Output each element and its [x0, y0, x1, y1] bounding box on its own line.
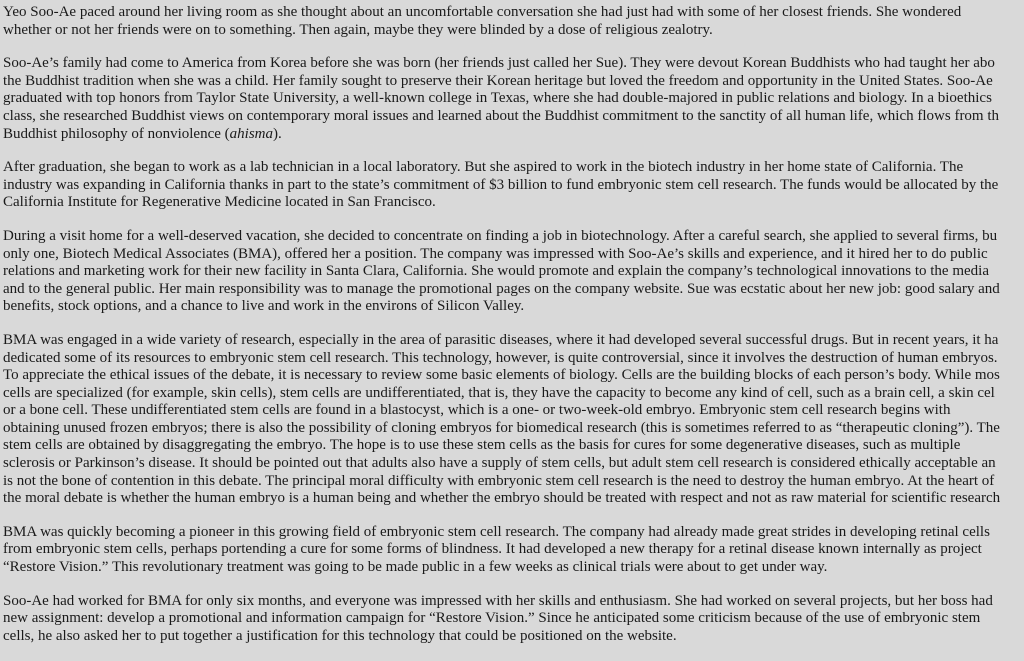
text-run: Buddhist philosophy of nonviolence ( — [3, 125, 230, 142]
text-line: BMA was quickly becoming a pioneer in this growing field of embryonic stem cell research. The company had already made great strides in developing retinal cells — [3, 523, 990, 540]
text-line: “Restore Vision.” This revolutionary treatment was going to be made public in a few weeks as clinical trials were about to get under way. — [3, 559, 828, 576]
paragraph-6 — [3, 524, 1024, 577]
paragraph-5 — [3, 332, 1024, 508]
text-line: After graduation, she began to work as a lab technician in a local laboratory. But she aspired to work in the biotech industry in her home state of California. The — [3, 159, 964, 176]
text-line: graduated with top honors from Taylor State University, a well-known college in Texas, where she had double-majored in public relations and biology. In a bioethics — [3, 90, 992, 107]
text-line: During a visit home for a well-deserved vacation, she decided to concentrate on finding a job in biotechnology. After a careful search, she applied to several firms, bu — [3, 227, 998, 244]
text-run: ). — [273, 125, 282, 142]
text-line: from embryonic stem cells, perhaps portending a cure for some forms of blindness. It had developed a new therapy for a retinal disease known internally as project — [3, 541, 982, 558]
text-line: the moral debate is whether the human embryo is a human being and whether the embryo should be treated with respect and not as raw material for scientific research — [3, 490, 1001, 507]
paragraph-1 — [3, 4, 1024, 39]
text-line: cells, he also asked her to put together a justification for this technology that could be positioned on the website. — [3, 627, 677, 644]
text-line — [3, 126, 1024, 144]
text-line: new assignment: develop a promotional and information campaign for “Restore Vision.” Since he anticipated some criticism because of the use of embryonic stem — [3, 610, 981, 627]
text-line: cells are specialized (for example, skin cells), stem cells are undifferentiated, that is, they have the capacity to become any kind of cell, such as a brain cell, a skin cel — [3, 384, 995, 401]
text-line: sclerosis or Parkinson’s disease. It should be pointed out that adults also have a supply of stem cells, but adult stem cell research is considered ethically acceptable an — [3, 455, 996, 472]
text-line: dedicated some of its resources to embryonic stem cell research. This technology, however, is quite controversial, since it involves the destruction of human embryos. — [3, 349, 998, 366]
text-line: or a bone cell. These undifferentiated stem cells are found in a blastocyst, which is a one- or two-week-old embryo. Embryonic stem cell research begins with — [3, 402, 951, 419]
text-line: is not the bone of contention in this debate. The principal moral difficulty with embryonic stem cell research is the need to destroy the human embryo. At the heart of — [3, 472, 995, 489]
document-body — [3, 4, 1024, 661]
text-line: Yeo Soo-Ae paced around her living room as she thought about an uncomfortable conversation she had just had with some of her closest friends. She wondered — [3, 4, 962, 20]
text-line: To appreciate the ethical issues of the debate, it is necessary to review some basic elements of biology. Cells are the building blocks of each person’s body. While mos — [3, 367, 1000, 384]
text-line: Soo-Ae had worked for BMA for only six months, and everyone was impressed with her skills and enthusiasm. She had worked on several projects, but her boss had — [3, 592, 993, 609]
paragraph-3 — [3, 159, 1024, 212]
text-line: relations and marketing work for their new facility in Santa Clara, California. She would promote and explain the company’s technological innovations to the media — [3, 263, 989, 280]
text-line: Soo-Ae’s family had come to America from Korea before she was born (her friends just called her Sue). They were devout Korean Buddhists who had taught her abo — [3, 55, 995, 72]
text-line: obtaining unused frozen embryos; there is also the possibility of cloning embryos for biomedical research (this is sometimes referred to as “therapeutic cloning”). The — [3, 419, 1000, 436]
text-line: California Institute for Regenerative Medicine located in San Francisco. — [3, 194, 436, 211]
text-line: only one, Biotech Medical Associates (BMA), offered her a position. The company was impressed with Soo-Ae’s skills and experience, and it hired her to do public — [3, 245, 988, 262]
text-line: stem cells are obtained by disaggregating the embryo. The hope is to use these stem cells as the basis for cures for some degenerative diseases, such as multiple — [3, 437, 961, 454]
paragraph-7 — [3, 593, 1024, 646]
text-line: the Buddhist tradition when she was a child. Her family sought to preserve their Korean heritage but loved the freedom and opportunity in the United States. Soo-Ae — [3, 72, 993, 89]
italic-term: ahisma — [229, 125, 273, 142]
paragraph-2 — [3, 55, 1024, 143]
text-line: BMA was engaged in a wide variety of research, especially in the area of parasitic diseases, where it had developed several successful drugs. But in recent years, it ha — [3, 331, 999, 348]
text-line: class, she researched Buddhist views on contemporary moral issues and learned about the Buddhist commitment to the sanctity of all human life, which flows from th — [3, 107, 1000, 124]
text-line: industry was expanding in California thanks in part to the state’s commitment of $3 billion to fund embryonic stem cell research. The funds would be allocated by the — [3, 176, 999, 193]
paragraph-4 — [3, 228, 1024, 316]
text-line: benefits, stock options, and a chance to live and work in the environs of Silicon Valley. — [3, 298, 525, 315]
text-line: whether or not her friends were on to something. Then again, maybe they were blinded by a dose of religious zealotry. — [3, 21, 713, 38]
text-line: and to the general public. Her main responsibility was to manage the promotional pages on the company website. Sue was ecstatic about her new job: good salary and — [3, 280, 1000, 297]
